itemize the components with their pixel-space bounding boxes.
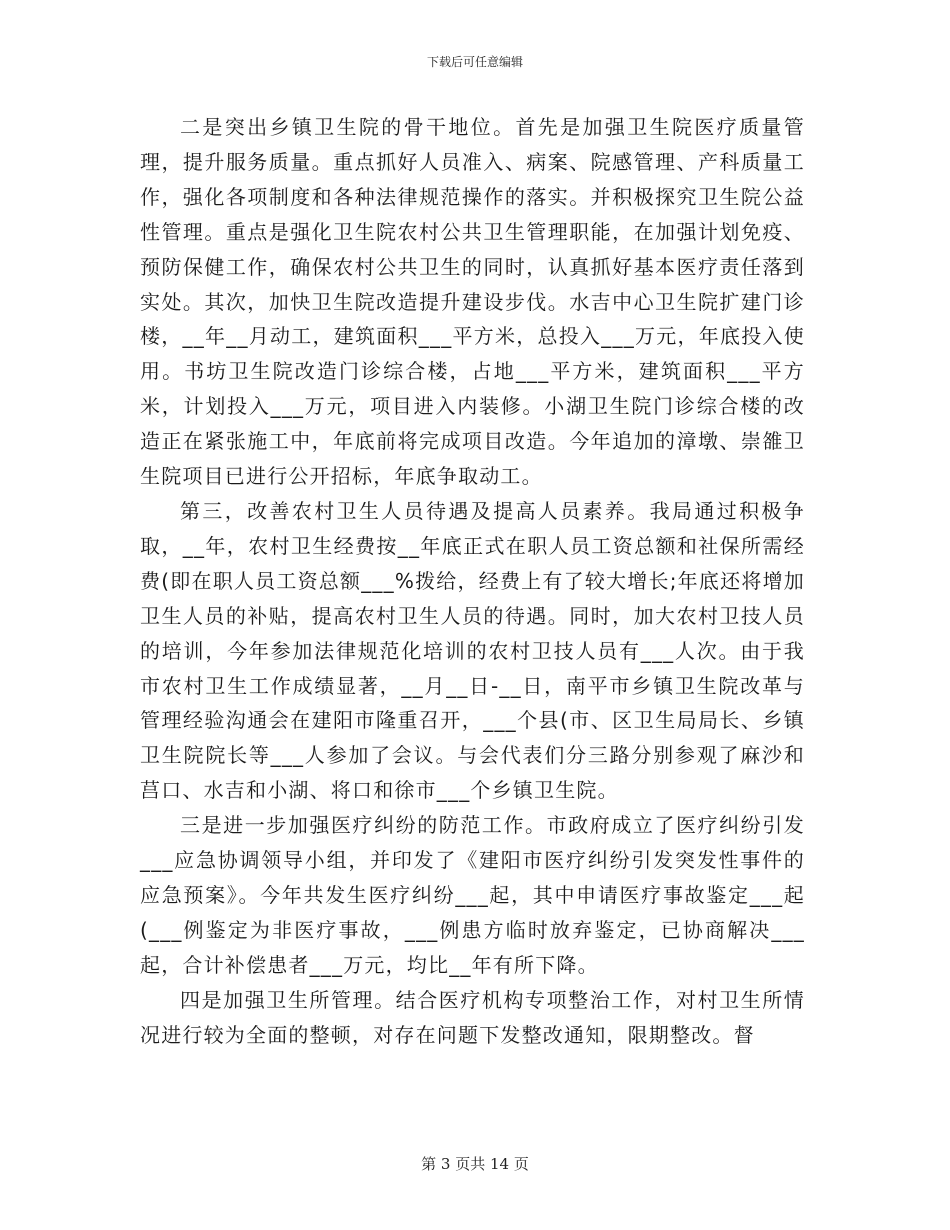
paragraph-1: 二是突出乡镇卫生院的骨干地位。首先是加强卫生院医疗质量管理，提升服务质量。重点抓好人员准入、病案、院感管理、产科质量工作，强化各项制度和各种法律规范操作的落实。并积极探究卫生院公益性管理。重点是强化卫生院农村公共卫生管理职能，在加强计划免疫、预防保健工作，确保农村公共卫生的同时，认真抓好基本医疗责任落到实处。其次，加快卫生院改造提升建设步伐。水吉中心卫生院扩建门诊楼，__年__月动工，建筑面积___平方米，总投入___万元，年底投入使用。书坊卫生院改造门诊综合楼，占地___平方米，建筑面积___平方米，计划投入___万元，项目进入内装修。小湖卫生院门诊综合楼的改造正在紧张施工中，年底前将完成项目改造。今年追加的漳墩、崇雒卫生院项目已进行公开招标，年底争取动工。 bbox=[140, 115, 805, 489]
paragraph-3: 三是进一步加强医疗纠纷的防范工作。市政府成立了医疗纠纷引发___应急协调领导小组，并印发了《建阳市医疗纠纷引发突发性事件的应急预案》。今年共发生医疗纠纷___起，其中申请医疗事故鉴定___起(___例鉴定为非医疗事故，___例患方临时放弃鉴定，已协商解决___起，合计补偿患者___万元，均比__年有所下降。 bbox=[140, 813, 805, 977]
page-header-note: 下载后可任意编辑 bbox=[426, 55, 523, 69]
paragraph-4: 四是加强卫生所管理。结合医疗机构专项整治工作，对村卫生所情况进行较为全面的整顿，对存在问题下发整改通知，限期整改。督 bbox=[140, 987, 805, 1047]
paragraph-2: 第三，改善农村卫生人员待遇及提高人员素养。我局通过积极争取，__年，农村卫生经费按__年底正式在职人员工资总额和社保所需经费(即在职人员工资总额___%拨给，经费上有了较大增长;年底还将增加卫生人员的补贴，提高农村卫生人员的待遇。同时，加大农村卫技人员的培训，今年参加法律规范化培训的农村卫技人员有___人次。由于我市农村卫生工作成绩显著，__月__日-__日，南平市乡镇卫生院改革与管理经验沟通会在建阳市隆重召开，___个县(市、区卫生局局长、乡镇卫生院院长等___人参加了会议。与会代表们分三路分别参观了麻沙和莒口、水吉和小湖、将口和徐市___个乡镇卫生院。 bbox=[140, 498, 805, 803]
page-number: 第 3 页共 14 页 bbox=[421, 1155, 529, 1173]
document-body bbox=[140, 110, 805, 1052]
